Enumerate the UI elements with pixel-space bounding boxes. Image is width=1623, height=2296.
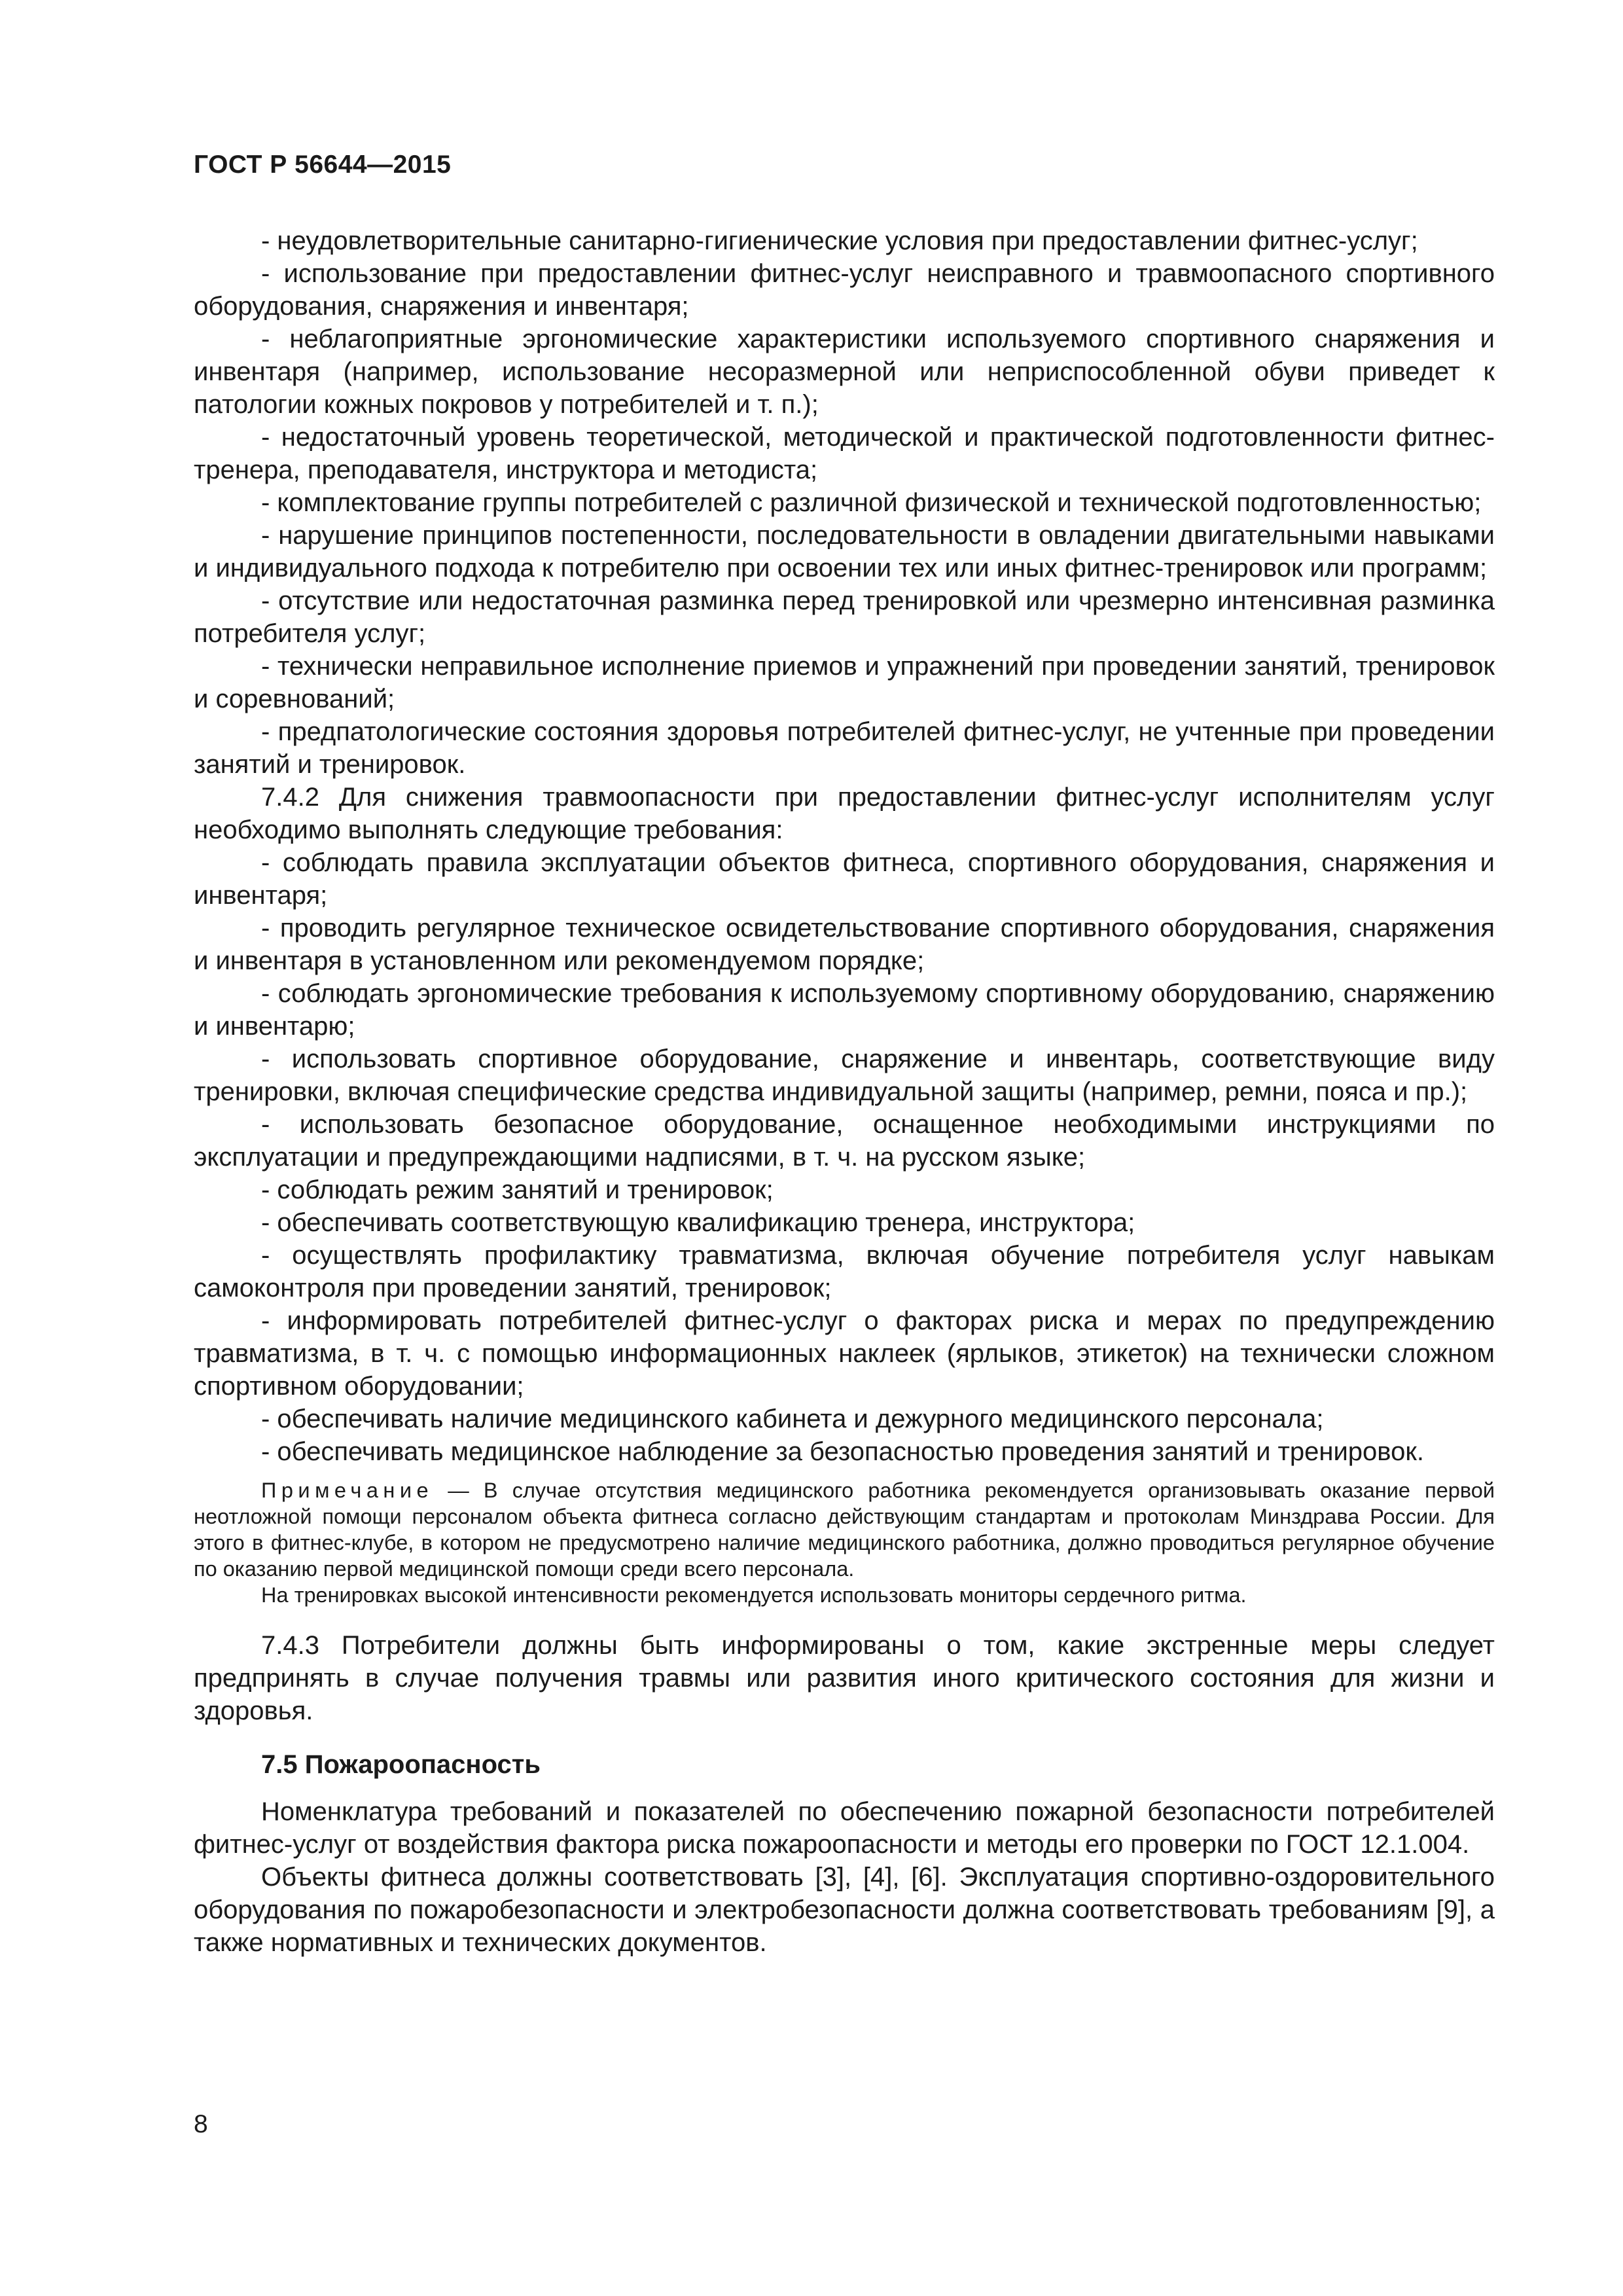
list-item: - информировать потребителей фитнес-услуг о факторах риска и мерах по предупреждению травматизма, в т. ч. с помощью информационных наклеек (ярлыков, этикеток) на технически сложном спортивном оборудовании; — [194, 1306, 1495, 1401]
note-block — [194, 1477, 1495, 1608]
page-number: 8 — [194, 2110, 208, 2138]
note-paragraph-2: На тренировках высокой интенсивности рекомендуется использовать мониторы сердечного ритма. — [261, 1583, 1247, 1607]
list-item: - использовать безопасное оборудование, оснащенное необходимыми инструкциями по эксплуатации и предупреждающими надписями, в т. ч. на русском языке; — [194, 1110, 1495, 1172]
list-item: - неудовлетворительные санитарно-гигиенические условия при предоставлении фитнес-услуг; — [261, 226, 1418, 255]
note-label: Примечание — [261, 1479, 434, 1502]
list-item: - неблагоприятные эргономические характеристики используемого спортивного снаряжения и инвентаря (например, использование несоразмерной или неприспособленной обуви приведет к патологии кожных покровов у потребителей и т. п.); — [194, 325, 1495, 419]
clause-7-4-3: 7.4.3 Потребители должны быть информированы о том, какие экстренные меры следует предпринять в случае получения травмы или развития иного критического состояния для жизни и здоровья. — [194, 1631, 1495, 1725]
spacer — [194, 1781, 1495, 1795]
list-item: - соблюдать эргономические требования к используемому спортивному оборудованию, снаряжению и инвентарю; — [194, 979, 1495, 1041]
list-item: - комплектование группы потребителей с различной физической и технической подготовленностью; — [261, 488, 1482, 517]
list-item: - использовать спортивное оборудование, снаряжение и инвентарь, соответствующие виду тренировки, включая специфические средства индивидуальной защиты (например, ремни, пояса и пр.); — [194, 1045, 1495, 1106]
list-item: - обеспечивать медицинское наблюдение за безопасностью проведения занятий и тренировок. — [261, 1437, 1424, 1466]
section-paragraph: Объекты фитнеса должны соответствовать [3], [4], [6]. Эксплуатация спортивно-оздоровительного оборудования по пожаробезопасности и электробезопасности должна соответствовать требованиям [9], а также нормативных и технических документов. — [194, 1863, 1495, 1957]
list-item: - предпатологические состояния здоровья потребителей фитнес-услуг, не учтенные при проведении занятий и тренировок. — [194, 717, 1495, 779]
list-item: - технически неправильное исполнение приемов и упражнений при проведении занятий, тренировок и соревнований; — [194, 652, 1495, 713]
document-code-header: ГОСТ Р 56644—2015 — [194, 151, 452, 179]
list-item: - проводить регулярное техническое освидетельствование спортивного оборудования, снаряжения и инвентаря в установленном или рекомендуемом порядке; — [194, 914, 1495, 975]
section-paragraph: Номенклатура требований и показателей по обеспечению пожарной безопасности потребителей фитнес-услуг от воздействия фактора риска пожароопасности и методы его проверки по ГОСТ 12.1.004. — [194, 1797, 1495, 1859]
clause-7-4-2-intro: 7.4.2 Для снижения травмоопасности при предоставлении фитнес-услуг исполнителям услуг необходимо выполнять следующие требования: — [194, 783, 1495, 844]
list-item: - использование при предоставлении фитнес-услуг неисправного и травмоопасного спортивного оборудования, снаряжения и инвентаря; — [194, 259, 1495, 321]
section-heading: 7.5 Пожароопасность — [261, 1750, 541, 1779]
requirements-list — [194, 846, 1495, 1468]
list-item: - соблюдать режим занятий и тренировок; — [261, 1175, 774, 1204]
list-item: - отсутствие или недостаточная разминка перед тренировкой или чрезмерно интенсивная разминка потребителя услуг; — [194, 586, 1495, 648]
note-paragraph — [194, 1477, 1495, 1582]
list-item: - осуществлять профилактику травматизма, включая обучение потребителя услуг навыкам самоконтроля при проведении занятий, тренировок; — [194, 1241, 1495, 1302]
list-item: - недостаточный уровень теоретической, методической и практической подготовленности фитнес-тренера, преподавателя, инструктора и методиста; — [194, 423, 1495, 484]
list-item: - обеспечивать наличие медицинского кабинета и дежурного медицинского персонала; — [261, 1405, 1324, 1433]
list-item: - нарушение принципов постепенности, последовательности в овладении двигательными навыками и индивидуального подхода к потребителю при освоении тех или иных фитнес-тренировок или программ; — [194, 521, 1495, 583]
spacer — [194, 1727, 1495, 1748]
risk-factors-list — [194, 224, 1495, 781]
list-item: - обеспечивать соответствующую квалификацию тренера, инструктора; — [261, 1208, 1135, 1237]
list-item: - соблюдать правила эксплуатации объектов фитнеса, спортивного оборудования, снаряжения и инвентаря; — [194, 848, 1495, 910]
spacer — [194, 1608, 1495, 1629]
note-text: — В случае отсутствия медицинского работника рекомендуется организовывать оказание первой неотложной помощи персоналом объекта фитнеса согласно действующим стандартам и протоколам Минздрава России. Для этого в фитнес-клубе, в котором не предусмотрено наличие медицинского работника, должно проводиться регулярное обучение по оказанию первой медицинской помощи среди всего персонала. — [194, 1479, 1495, 1581]
page-content — [194, 224, 1495, 1959]
